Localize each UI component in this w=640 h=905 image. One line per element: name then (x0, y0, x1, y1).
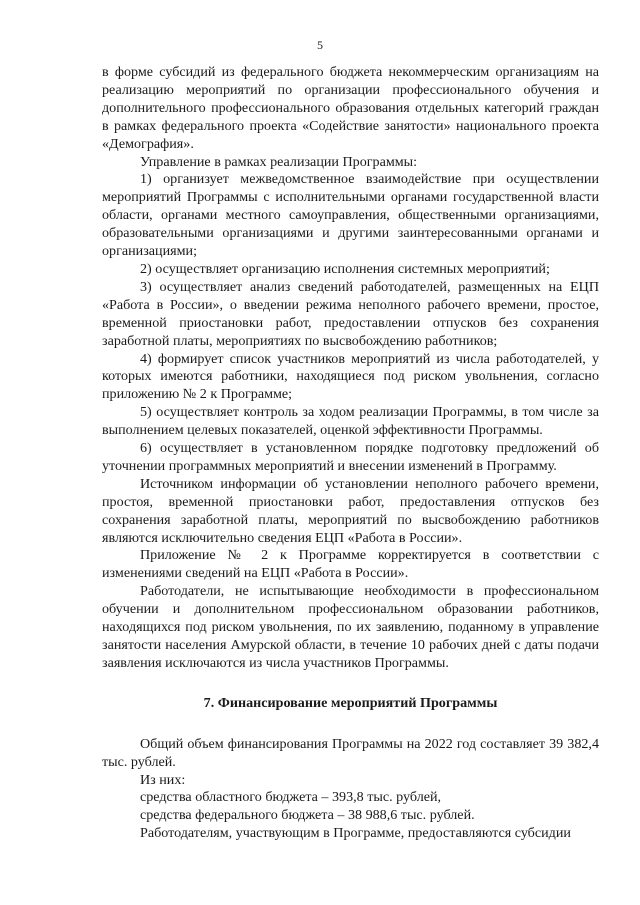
paragraph: 1) организует межведомственное взаимодействие при осуществлении мероприятий Программы с исполнительными органами государственной власти области, органами местного самоуправления, общественными организациями, образовательными организациями и другими заинтересованными органами и организациями; (102, 171, 599, 260)
paragraph: в форме субсидий из федерального бюджета некоммерческим организациям на реализацию мероприятий по организации профессионального обучения и дополнительного профессионального образования отдельных категорий граждан в рамках федерального проекта «Содействие занятости» национального проекта «Демография». (102, 64, 599, 152)
paragraph: 6) осуществляет в установленном порядке подготовку предложений об уточнении программных мероприятий и внесении изменений в Программу. (102, 440, 599, 474)
paragraph: 2) осуществляет организацию исполнения системных мероприятий; (140, 260, 550, 277)
paragraph: Приложение № 2 к Программе корректируется в соответствии с изменениями сведений на ЕЦП «Работа в России». (102, 547, 599, 582)
page-number: 5 (317, 38, 323, 52)
paragraph: Общий объем финансирования Программы на 2022 год составляет 39 382,4 тыс. рублей. (102, 735, 599, 770)
paragraph: Работодателям, участвующим в Программе, предоставляются субсидии (140, 825, 571, 842)
paragraph: Источником информации об установлении неполного рабочего времени, простоя, временной приостановки работ, предоставления отпусков без сохранения заработной платы, мероприятий по высвобождению работников являются исключительно сведения ЕЦП «Работа в России». (102, 475, 599, 546)
paragraph: 3) осуществляет анализ сведений работодателей, размещенных на ЕЦП «Работа в России», о введении режима неполного рабочего времени, простое, временной приостановки работ, предоставлении отпусков без сохранения заработной платы, мероприятиях по высвобождению работников; (102, 278, 599, 349)
paragraph: средства областного бюджета – 393,8 тыс. рублей, (140, 789, 442, 806)
paragraph: Работодатели, не испытывающие необходимости в профессиональном обучении и дополнительном профессиональном образовании работников, находящихся под риском увольнения, по их заявлению, поданному в управление занятости населения Амурской области, в течение 10 рабочих дней с даты подачи заявления исключаются из числа участников Программы. (102, 583, 599, 671)
paragraph: 5) осуществляет контроль за ходом реализации Программы, в том числе за выполнением целевых показателей, оценкой эффективности Программы. (102, 404, 599, 439)
paragraph: Из них: (140, 771, 186, 788)
paragraph: Управление в рамках реализации Программы: (140, 153, 418, 170)
document-body (102, 64, 599, 843)
section-heading: 7. Финансирование мероприятий Программы (203, 694, 498, 711)
paragraph: средства федерального бюджета – 38 988,6 тыс. рублей. (140, 807, 475, 824)
paragraph: 4) формирует список участников мероприятий из числа работодателей, у которых имеются работники, находящиеся под риском увольнения, согласно приложению № 2 к Программе; (102, 350, 599, 403)
